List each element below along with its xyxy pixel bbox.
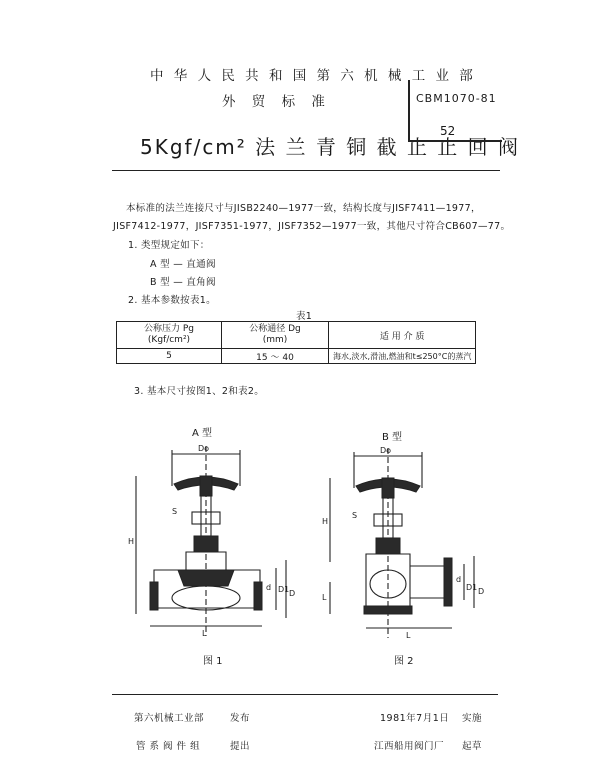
standard-category: 外 贸 标 准: [222, 94, 331, 110]
footer-date-action: 实施: [462, 713, 483, 724]
dim-label-h: H: [128, 537, 135, 546]
header-rule: [112, 170, 500, 171]
dim-label-D-b: D: [478, 587, 485, 596]
dim-label-d1-b: D1: [466, 583, 478, 592]
cell-pressure: 5: [117, 349, 222, 364]
table-header-row: [117, 322, 476, 349]
dim-label-do-b: Do: [380, 446, 392, 455]
type-a: A 型 — 直通阀: [150, 259, 216, 270]
header-diameter: 公称通径 Dg (mm): [222, 322, 329, 349]
page-number: 52: [440, 124, 456, 138]
footer-drafter-action: 提出: [230, 741, 251, 752]
table-row: [117, 349, 476, 364]
dim-label-s: S: [172, 507, 178, 516]
table-caption: 表1: [296, 311, 313, 322]
footer-date: 1981年7月1日: [380, 713, 450, 724]
dim-label-l-b: L: [322, 593, 327, 602]
dim-label-l: L: [202, 629, 207, 638]
figure-1-caption: 图 1: [203, 656, 223, 667]
intro-line-2: JISF7412-1977，JISF7351-1977，JISF7352—1977一致，其他尺寸符合CB607—77。: [113, 221, 511, 232]
intro-line-1: 本标准的法兰连接尺寸与JISB2240—1977一致，结构长度与JISF7411—1977，: [126, 203, 481, 214]
dim-label-d-b: d: [456, 575, 462, 584]
dim-label-D: D: [289, 589, 296, 598]
dim-label-l2-b: L: [406, 631, 411, 640]
figure-a-label: A 型: [192, 428, 213, 439]
dim-label-s-b: S: [352, 511, 358, 520]
valve-drawing-b: [322, 442, 492, 642]
dim-label-h-b: H: [322, 517, 329, 526]
footer-drafter: 管 系 阀 件 组: [136, 741, 201, 752]
item-1: 1. 类型规定如下：: [128, 240, 210, 251]
footer-editor: 江西船用阀门厂: [374, 741, 445, 752]
standard-number: CBM1070-81: [416, 92, 497, 105]
figure-b-label: B 型: [382, 432, 403, 443]
document-title: 5Kgf/cm² 法 兰 青 铜 截 止 止 回 阀: [140, 135, 521, 159]
valve-drawing-a: [128, 440, 298, 640]
header-medium: 适 用 介 质: [329, 322, 476, 349]
item-2: 2. 基本参数按表1。: [128, 295, 216, 306]
issuing-organization: 中 华 人 民 共 和 国 第 六 机 械 工 业 部: [150, 68, 476, 84]
type-b: B 型 — 直角阀: [150, 277, 216, 288]
parameter-table: [116, 321, 476, 364]
figure-2-caption: 图 2: [394, 656, 414, 667]
footer-rule: [112, 694, 498, 695]
header-pressure: 公称压力 Pg (Kgf/cm²): [117, 322, 222, 349]
cell-diameter: 15 ～ 40: [222, 349, 329, 364]
footer-proposer: 第六机械工业部: [134, 713, 205, 724]
cell-medium: 海水,淡水,滑油,燃油和t≤250°C的蒸汽: [329, 349, 476, 364]
dim-label-d: d: [266, 583, 272, 592]
item-3: 3. 基本尺寸按图1、2和表2。: [134, 386, 265, 397]
footer-editor-action: 起草: [462, 741, 483, 752]
footer-proposer-action: 发布: [230, 713, 251, 724]
dim-label-do: Do: [198, 444, 210, 453]
dim-label-d1: D1: [278, 585, 290, 594]
